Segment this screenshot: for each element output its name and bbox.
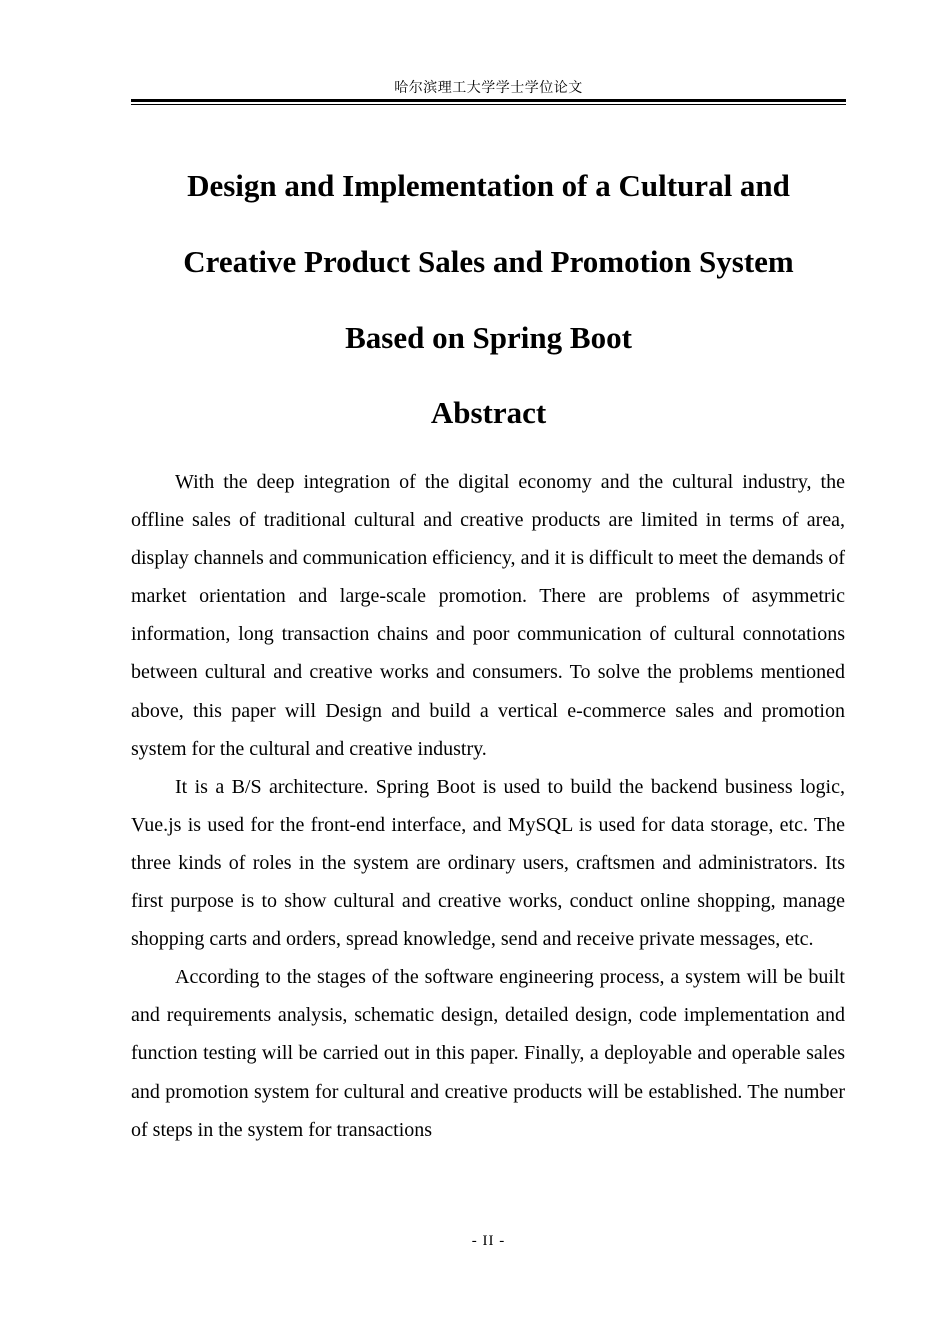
header-rule-thick <box>131 99 846 102</box>
running-header: 哈尔滨理工大学学士学位论文 <box>394 80 583 96</box>
page-number: - II - <box>471 1233 506 1249</box>
paper-title-line: Based on Spring Boot <box>345 320 632 355</box>
abstract-heading: Abstract <box>430 395 547 430</box>
header-rule-thin <box>131 104 846 105</box>
paper-title-line: Creative Product Sales and Promotion System <box>183 244 794 279</box>
paper-title <box>131 148 846 376</box>
paper-title-line: Design and Implementation of a Cultural and <box>187 168 790 203</box>
abstract-body <box>131 463 845 1149</box>
abstract-paragraph: It is a B/S architecture. Spring Boot is used to build the backend business logic, Vue.js is used for the front-end interface, and MySQL is used for data storage, etc. The three kinds of roles in the system are ordinary users, craftsmen and administrators. Its first purpose is to show cultural and creative works, conduct online shopping, manage shopping carts and orders, spread knowledge, send and receive private messages, etc. <box>131 775 845 951</box>
abstract-paragraph: With the deep integration of the digital economy and the cultural industry, the offline sales of traditional cultural and creative products are limited in terms of area, display channels and communication efficiency, and it is difficult to meet the demands of market orientation and large-scale promotion. There are problems of asymmetric information, long transaction chains and poor communication of cultural connotations between cultural and creative works and consumers. To solve the problems mentioned above, this paper will Design and build a vertical e-commerce sales and promotion system for the cultural and creative industry. <box>131 471 845 760</box>
abstract-paragraph: According to the stages of the software engineering process, a system will be built and requirements analysis, schematic design, detailed design, code implementation and function testing will be carried out in this paper. Finally, a deployable and operable sales and promotion system for cultural and creative products will be established. The number of steps in the system for transactions <box>131 966 845 1141</box>
